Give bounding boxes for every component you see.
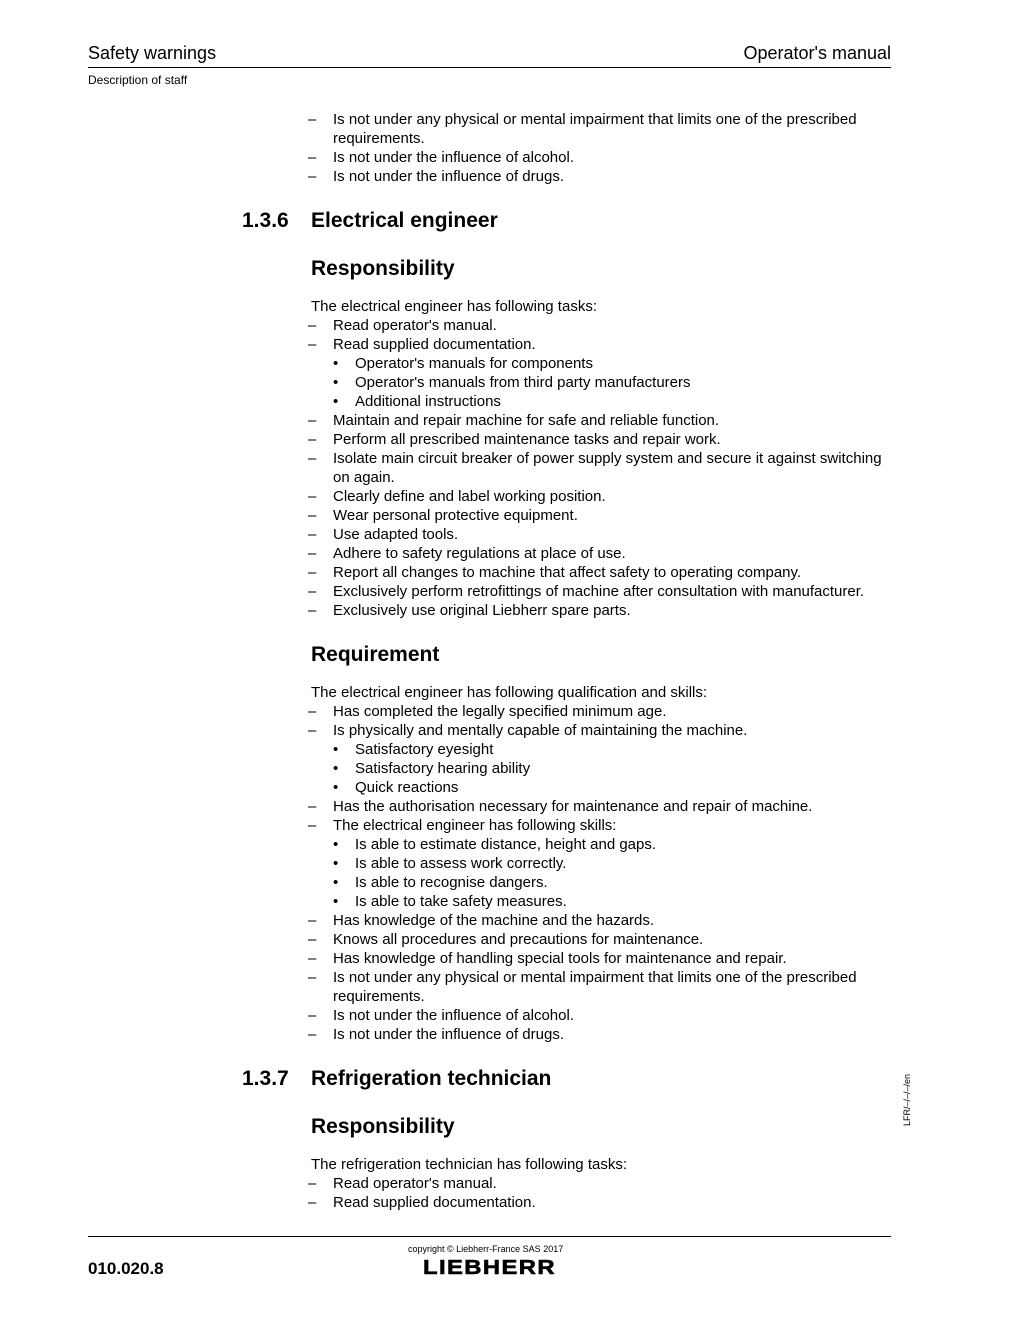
dash-marker: – xyxy=(308,798,317,815)
list-item xyxy=(242,816,892,835)
header-divider xyxy=(88,67,891,68)
bullet-marker: • xyxy=(333,741,339,758)
dash-marker: – xyxy=(308,722,317,739)
dash-marker: – xyxy=(308,817,317,834)
dash-marker: – xyxy=(308,602,317,619)
footer-divider xyxy=(88,1236,891,1237)
list-item-text: Additional instructions xyxy=(355,393,501,410)
intro-text: The electrical engineer has following tasks: xyxy=(311,298,597,315)
list-item xyxy=(242,582,892,601)
list-item-text: Is not under any physical or mental impairment that limits one of the prescribed requirements. xyxy=(333,111,857,147)
bullet-marker: • xyxy=(333,760,339,777)
list-item-text: Exclusively perform retrofittings of machine after consultation with manufacturer. xyxy=(333,583,865,600)
dash-marker: – xyxy=(308,111,317,128)
header-left-title: Safety warnings xyxy=(88,43,217,63)
list-item xyxy=(242,110,892,148)
list-item xyxy=(242,911,892,930)
subheading-requirement: Requirement xyxy=(311,643,440,666)
dash-marker: – xyxy=(308,1175,317,1192)
subheading-responsibility: Responsibility xyxy=(311,257,455,280)
list-item xyxy=(242,1193,892,1212)
list-item-text: Read operator's manual. xyxy=(333,317,497,334)
document-number: 010.020.8 xyxy=(88,1259,164,1278)
list-item-text: Is not under the influence of alcohol. xyxy=(333,149,574,166)
list-item-text: Use adapted tools. xyxy=(333,526,459,543)
list-item xyxy=(242,411,892,430)
list-item xyxy=(242,335,892,354)
list-item-text: Is not under the influence of drugs. xyxy=(333,1026,564,1043)
list-item xyxy=(242,525,892,544)
list-item-text: Has knowledge of handling special tools for maintenance and repair. xyxy=(333,950,787,967)
list-item xyxy=(242,430,892,449)
liebherr-logo xyxy=(422,1256,557,1278)
list-item xyxy=(242,1025,892,1044)
list-item xyxy=(242,148,892,167)
bullet-marker: • xyxy=(333,836,339,853)
bullet-marker: • xyxy=(333,374,339,391)
dash-marker: – xyxy=(308,526,317,543)
list-item-text: Report all changes to machine that affect safety to operating company. xyxy=(333,564,802,581)
list-item-text: Satisfactory eyesight xyxy=(355,741,494,758)
dash-marker: – xyxy=(308,412,317,429)
section-number: 1.3.6 xyxy=(242,209,289,232)
bullet-marker: • xyxy=(333,855,339,872)
intro-text: The electrical engineer has following qualification and skills: xyxy=(311,684,708,701)
list-item-text: The electrical engineer has following skills: xyxy=(333,817,617,834)
list-item-text: Is able to take safety measures. xyxy=(355,893,567,910)
dash-marker: – xyxy=(308,336,317,353)
list-item xyxy=(242,487,892,506)
list-item-text: Perform all prescribed maintenance tasks and repair work. xyxy=(333,431,721,448)
section-heading-1-3-6 xyxy=(242,208,892,234)
list-item xyxy=(242,563,892,582)
section-title: Electrical engineer xyxy=(311,209,498,232)
dash-marker: – xyxy=(308,1007,317,1024)
dash-marker: – xyxy=(308,912,317,929)
responsibility-list xyxy=(242,1174,892,1212)
dash-marker: – xyxy=(308,545,317,562)
page-body xyxy=(242,110,892,1212)
list-item-text: Is able to assess work correctly. xyxy=(355,855,567,872)
list-item-text: Has the authorisation necessary for maintenance and repair of machine. xyxy=(333,798,813,815)
sub-list-item xyxy=(242,854,892,873)
liebherr-logo-text: LIEBHERR xyxy=(423,1257,556,1278)
sub-list-item xyxy=(242,392,892,411)
list-item-text: Has completed the legally specified minimum age. xyxy=(333,703,667,720)
side-document-code: LFR/–/–/–/en xyxy=(902,1073,912,1126)
list-item xyxy=(242,1174,892,1193)
dash-marker: – xyxy=(308,488,317,505)
dash-marker: – xyxy=(308,583,317,600)
subheading-responsibility: Responsibility xyxy=(311,1115,455,1138)
responsibility-list xyxy=(242,316,892,620)
list-item xyxy=(242,506,892,525)
copyright-text: copyright © Liebherr-France SAS 2017 xyxy=(408,1244,564,1254)
list-item-text: Operator's manuals for components xyxy=(355,355,593,372)
list-item-text: Clearly define and label working position. xyxy=(333,488,606,505)
list-item xyxy=(242,449,892,487)
dash-marker: – xyxy=(308,931,317,948)
dash-marker: – xyxy=(308,317,317,334)
list-item-text: Knows all procedures and precautions for maintenance. xyxy=(333,931,704,948)
dash-marker: – xyxy=(308,450,317,467)
sub-list-item xyxy=(242,354,892,373)
dash-marker: – xyxy=(308,431,317,448)
dash-marker: – xyxy=(308,149,317,166)
list-item xyxy=(242,930,892,949)
list-item-text: Wear personal protective equipment. xyxy=(333,507,578,524)
dash-marker: – xyxy=(308,703,317,720)
sub-list-item xyxy=(242,778,892,797)
sub-list-item xyxy=(242,759,892,778)
list-item-text: Quick reactions xyxy=(355,779,459,796)
list-item xyxy=(242,949,892,968)
list-item-text: Exclusively use original Liebherr spare parts. xyxy=(333,602,631,619)
intro-text: The refrigeration technician has following tasks: xyxy=(311,1156,627,1173)
list-item-text: Adhere to safety regulations at place of use. xyxy=(333,545,626,562)
sub-list-item xyxy=(242,740,892,759)
list-item-text: Maintain and repair machine for safe and reliable function. xyxy=(333,412,720,429)
list-item-text: Satisfactory hearing ability xyxy=(355,760,531,777)
list-item-text: Operator's manuals from third party manufacturers xyxy=(355,374,691,391)
bullet-marker: • xyxy=(333,355,339,372)
list-item-text: Read operator's manual. xyxy=(333,1175,497,1192)
list-item xyxy=(242,702,892,721)
dash-marker: – xyxy=(308,507,317,524)
sub-list-item xyxy=(242,373,892,392)
list-item-text: Has knowledge of the machine and the hazards. xyxy=(333,912,655,929)
dash-marker: – xyxy=(308,1194,317,1211)
section-heading-1-3-7 xyxy=(242,1066,892,1092)
list-item-text: Is physically and mentally capable of maintaining the machine. xyxy=(333,722,748,739)
list-item-text: Is able to estimate distance, height and gaps. xyxy=(355,836,657,853)
dash-marker: – xyxy=(308,1026,317,1043)
sub-list-item xyxy=(242,835,892,854)
bullet-marker: • xyxy=(333,874,339,891)
list-item-text: Read supplied documentation. xyxy=(333,1194,536,1211)
list-item xyxy=(242,544,892,563)
dash-marker: – xyxy=(308,168,317,185)
list-item xyxy=(242,1006,892,1025)
list-item xyxy=(242,721,892,740)
list-item-text: Read supplied documentation. xyxy=(333,336,536,353)
list-item-text: Is not under any physical or mental impairment that limits one of the prescribed requirements. xyxy=(333,969,857,1005)
list-item xyxy=(242,968,892,1006)
carryover-list xyxy=(242,110,892,186)
dash-marker: – xyxy=(308,564,317,581)
section-number: 1.3.7 xyxy=(242,1067,289,1090)
requirement-list xyxy=(242,702,892,1044)
list-item-text: Is not under the influence of drugs. xyxy=(333,168,564,185)
header-right-title: Operator's manual xyxy=(743,43,891,63)
header-subtitle: Description of staff xyxy=(88,73,188,87)
sub-list-item xyxy=(242,892,892,911)
list-item-text: Is not under the influence of alcohol. xyxy=(333,1007,574,1024)
list-item xyxy=(242,797,892,816)
dash-marker: – xyxy=(308,969,317,986)
sub-list-item xyxy=(242,873,892,892)
bullet-marker: • xyxy=(333,779,339,796)
bullet-marker: • xyxy=(333,393,339,410)
list-item-text: Is able to recognise dangers. xyxy=(355,874,548,891)
list-item-text: Isolate main circuit breaker of power supply system and secure it against switching on again. xyxy=(333,450,882,486)
list-item xyxy=(242,601,892,620)
dash-marker: – xyxy=(308,950,317,967)
list-item xyxy=(242,167,892,186)
bullet-marker: • xyxy=(333,893,339,910)
section-title: Refrigeration technician xyxy=(311,1067,552,1090)
list-item xyxy=(242,316,892,335)
